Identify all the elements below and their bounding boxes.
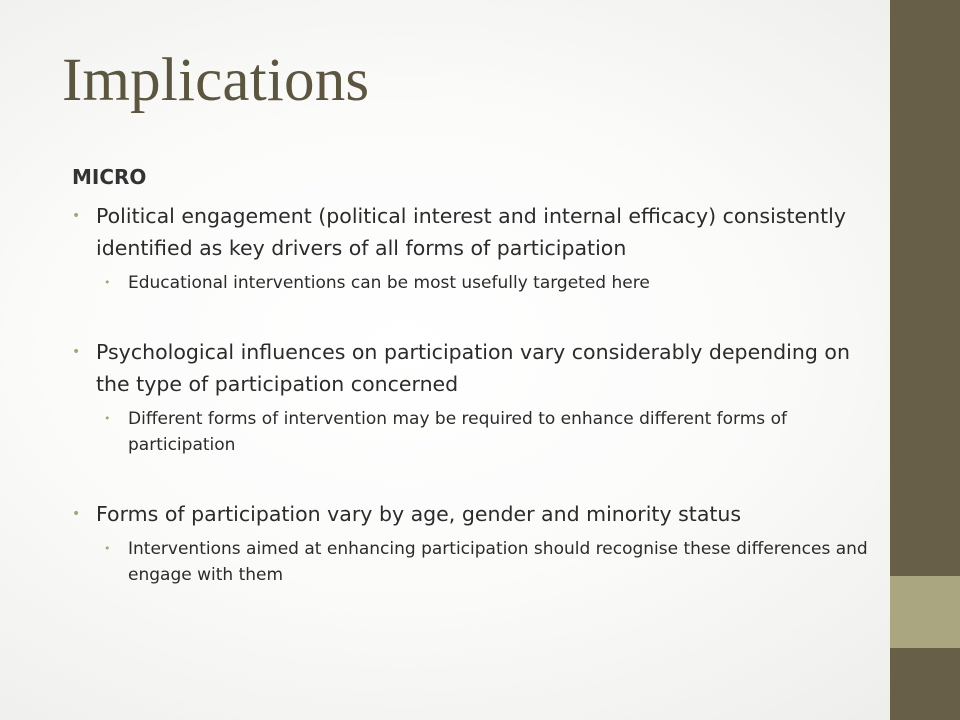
bullet-dot-icon: • (104, 412, 111, 425)
sub-bullet-text: Interventions aimed at enhancing participation should recognise these differences and engage with them (128, 539, 868, 585)
sub-bullet-item (72, 270, 872, 296)
bullet-item (72, 336, 872, 400)
bullet-text: Political engagement (political interest and internal efficacy) consistently identified as key drivers of all forms of participation (96, 204, 846, 260)
section-heading: MICRO (72, 165, 147, 189)
sub-bullet-text: Educational interventions can be most usefully targeted here (128, 273, 650, 293)
bullet-dot-icon: • (104, 276, 111, 289)
bullet-text: Psychological influences on participation vary considerably depending on the type of participation concerned (96, 340, 850, 396)
bullet-dot-icon: • (72, 344, 81, 360)
bullet-item (72, 498, 872, 530)
sidebar-accent-block (890, 576, 960, 648)
bullet-dot-icon: • (104, 542, 111, 555)
sub-bullet-item (72, 536, 872, 588)
sub-bullet-item (72, 406, 872, 458)
bullet-text: Forms of participation vary by age, gender and minority status (96, 502, 742, 526)
bullet-item (72, 200, 872, 264)
bullet-dot-icon: • (72, 506, 81, 522)
sub-bullet-text: Different forms of intervention may be required to enhance different forms of participation (128, 409, 787, 455)
bullet-dot-icon: • (72, 208, 81, 224)
slide-body (72, 163, 872, 592)
slide-title: Implications (62, 47, 370, 114)
spacer (72, 300, 872, 336)
spacer (72, 462, 872, 498)
